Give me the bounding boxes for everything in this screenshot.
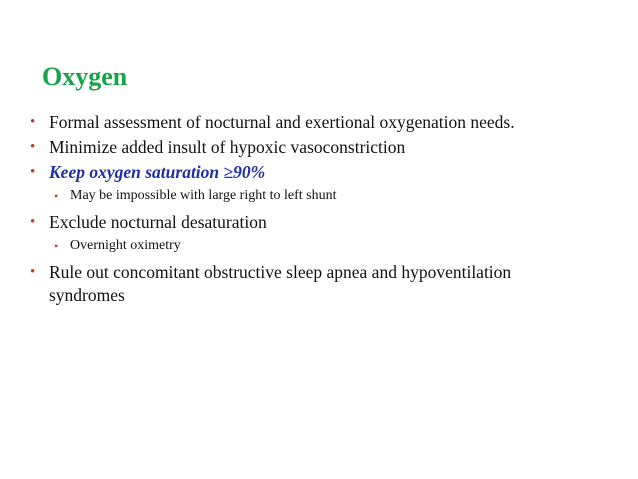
bullet-list [30,111,590,309]
bullet-item [30,211,590,234]
sub-bullet-dot-icon: • [54,189,59,203]
bullet-dot-icon: • [30,264,36,280]
bullet-dot-icon: • [30,114,36,130]
sub-bullet-item [54,186,590,206]
bullet-item [30,111,590,134]
bullet-text: Rule out concomitant obstructive sleep apnea and hypoventilation syndromes [49,262,512,305]
sub-bullet-item [54,236,590,256]
sub-bullet-text: May be impossible with large right to left shunt [70,188,337,203]
bullet-item [30,136,590,159]
bullet-dot-icon: • [30,139,36,155]
bullet-text: Keep oxygen saturation ≥90% [49,162,266,182]
bullet-text: Formal assessment of nocturnal and exertional oxygenation needs. [49,112,515,132]
bullet-item-emphasis [30,161,590,184]
bullet-item [30,261,590,307]
sub-bullet-text: Overnight oximetry [70,238,181,253]
bullet-dot-icon: • [30,164,36,180]
bullet-dot-icon: • [30,214,36,230]
slide-title: Oxygen [42,62,128,91]
bullet-text: Minimize added insult of hypoxic vasoconstriction [49,137,406,157]
bullet-text: Exclude nocturnal desaturation [49,212,267,232]
sub-bullet-dot-icon: • [54,239,59,253]
